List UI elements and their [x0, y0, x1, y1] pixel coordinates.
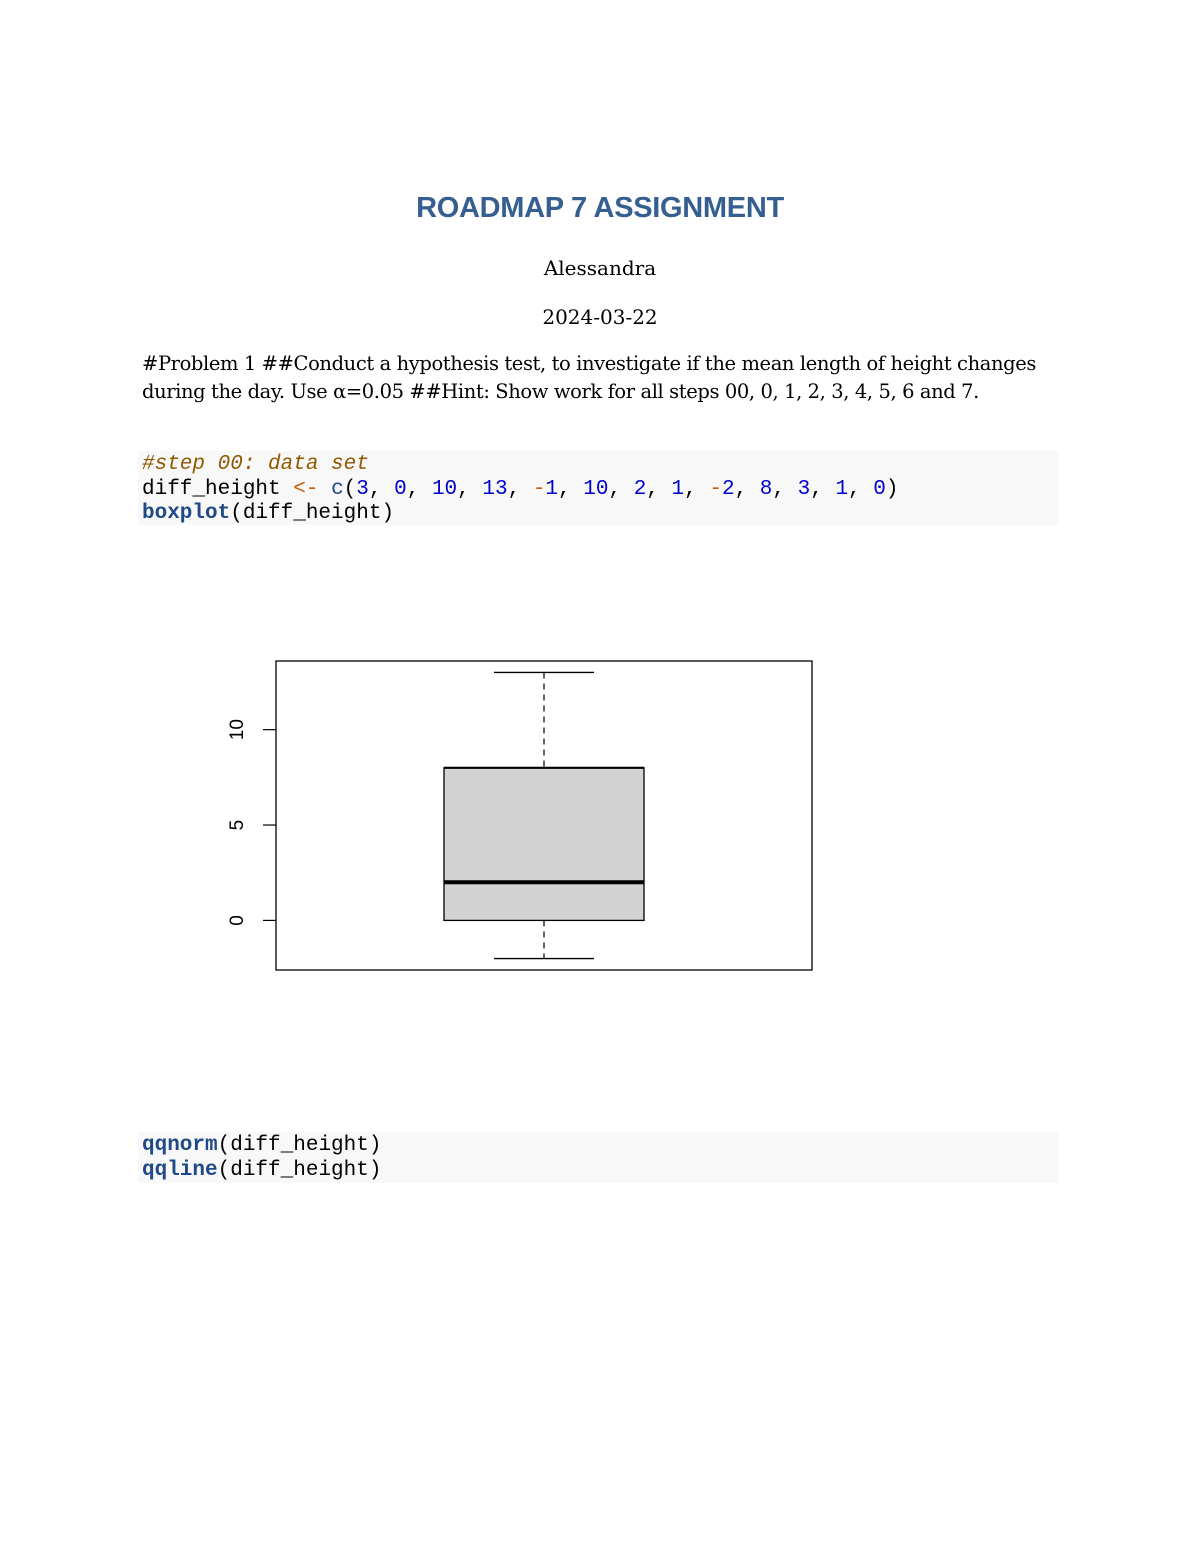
code-qqnorm-args: (diff_height) — [217, 1134, 382, 1157]
code-boxplot-function: boxplot — [142, 502, 231, 525]
code-minus-operator: - — [532, 477, 546, 501]
document-title: ROADMAP 7 ASSIGNMENT — [416, 192, 784, 224]
boxplot-chart — [200, 640, 840, 990]
code-value-1: 0 — [394, 477, 407, 501]
code-values: 3, 0, 10, 13, -1, 10, 2, 1, -2, 8, 3, 1, 0 — [356, 477, 886, 501]
code-value-2: 10 — [431, 477, 458, 501]
code-qqline-args: (diff_height) — [217, 1158, 382, 1182]
code-value-0: 3 — [356, 477, 369, 501]
y-tick-label-0: 0 — [227, 915, 248, 926]
problem-statement: #Problem 1 ##Conduct a hypothesis test, to investigate if the mean length of height changes during the day. Use α=0.05 ##Hint: Show work for all steps 00, 0, 1, 2, 3, 4, 5, 6 and 7. — [142, 352, 1036, 403]
code-value-5: 10 — [583, 477, 609, 501]
document-date: 2024-03-22 — [542, 305, 658, 329]
code-value-9: 8 — [759, 477, 773, 501]
y-tick-label-5: 5 — [227, 819, 248, 831]
code-qqnorm-function: qqnorm — [142, 1134, 218, 1157]
code-line-comment — [142, 453, 1058, 478]
code-block-qq — [138, 1132, 1058, 1183]
y-tick-label-10: 10 — [227, 719, 248, 741]
code-line-assign: diff_height <- c(3, 0, 10, 13, -1, 10, 2, 1, -2, 8, 3, 1, 0) — [142, 477, 899, 501]
code-value-8: 2 — [721, 477, 735, 501]
code-c-function: c — [331, 477, 344, 501]
code-variable: diff_height — [142, 477, 281, 501]
code-value-10: 3 — [797, 477, 811, 501]
code-line-qqline — [142, 1159, 1058, 1184]
iqr-box — [444, 768, 644, 921]
code-line-boxplot — [142, 502, 1058, 527]
code-assign-operator: <- — [293, 477, 319, 501]
code-qqline-function: qqline — [142, 1158, 218, 1182]
code-minus-operator: - — [709, 477, 722, 501]
code-value-12: 0 — [873, 477, 886, 501]
code-comment: #step 00: data set — [142, 453, 369, 476]
code-block-data-set — [138, 451, 1058, 525]
code-value-4: 1 — [545, 477, 559, 501]
code-value-6: 2 — [633, 477, 647, 501]
code-boxplot-args: (diff_height) — [230, 502, 395, 525]
code-value-3: 13 — [482, 477, 508, 501]
code-line-qqnorm — [142, 1134, 1058, 1159]
code-value-11: 1 — [835, 477, 849, 501]
code-value-7: 1 — [671, 477, 685, 501]
document-author: Alessandra — [543, 256, 657, 280]
